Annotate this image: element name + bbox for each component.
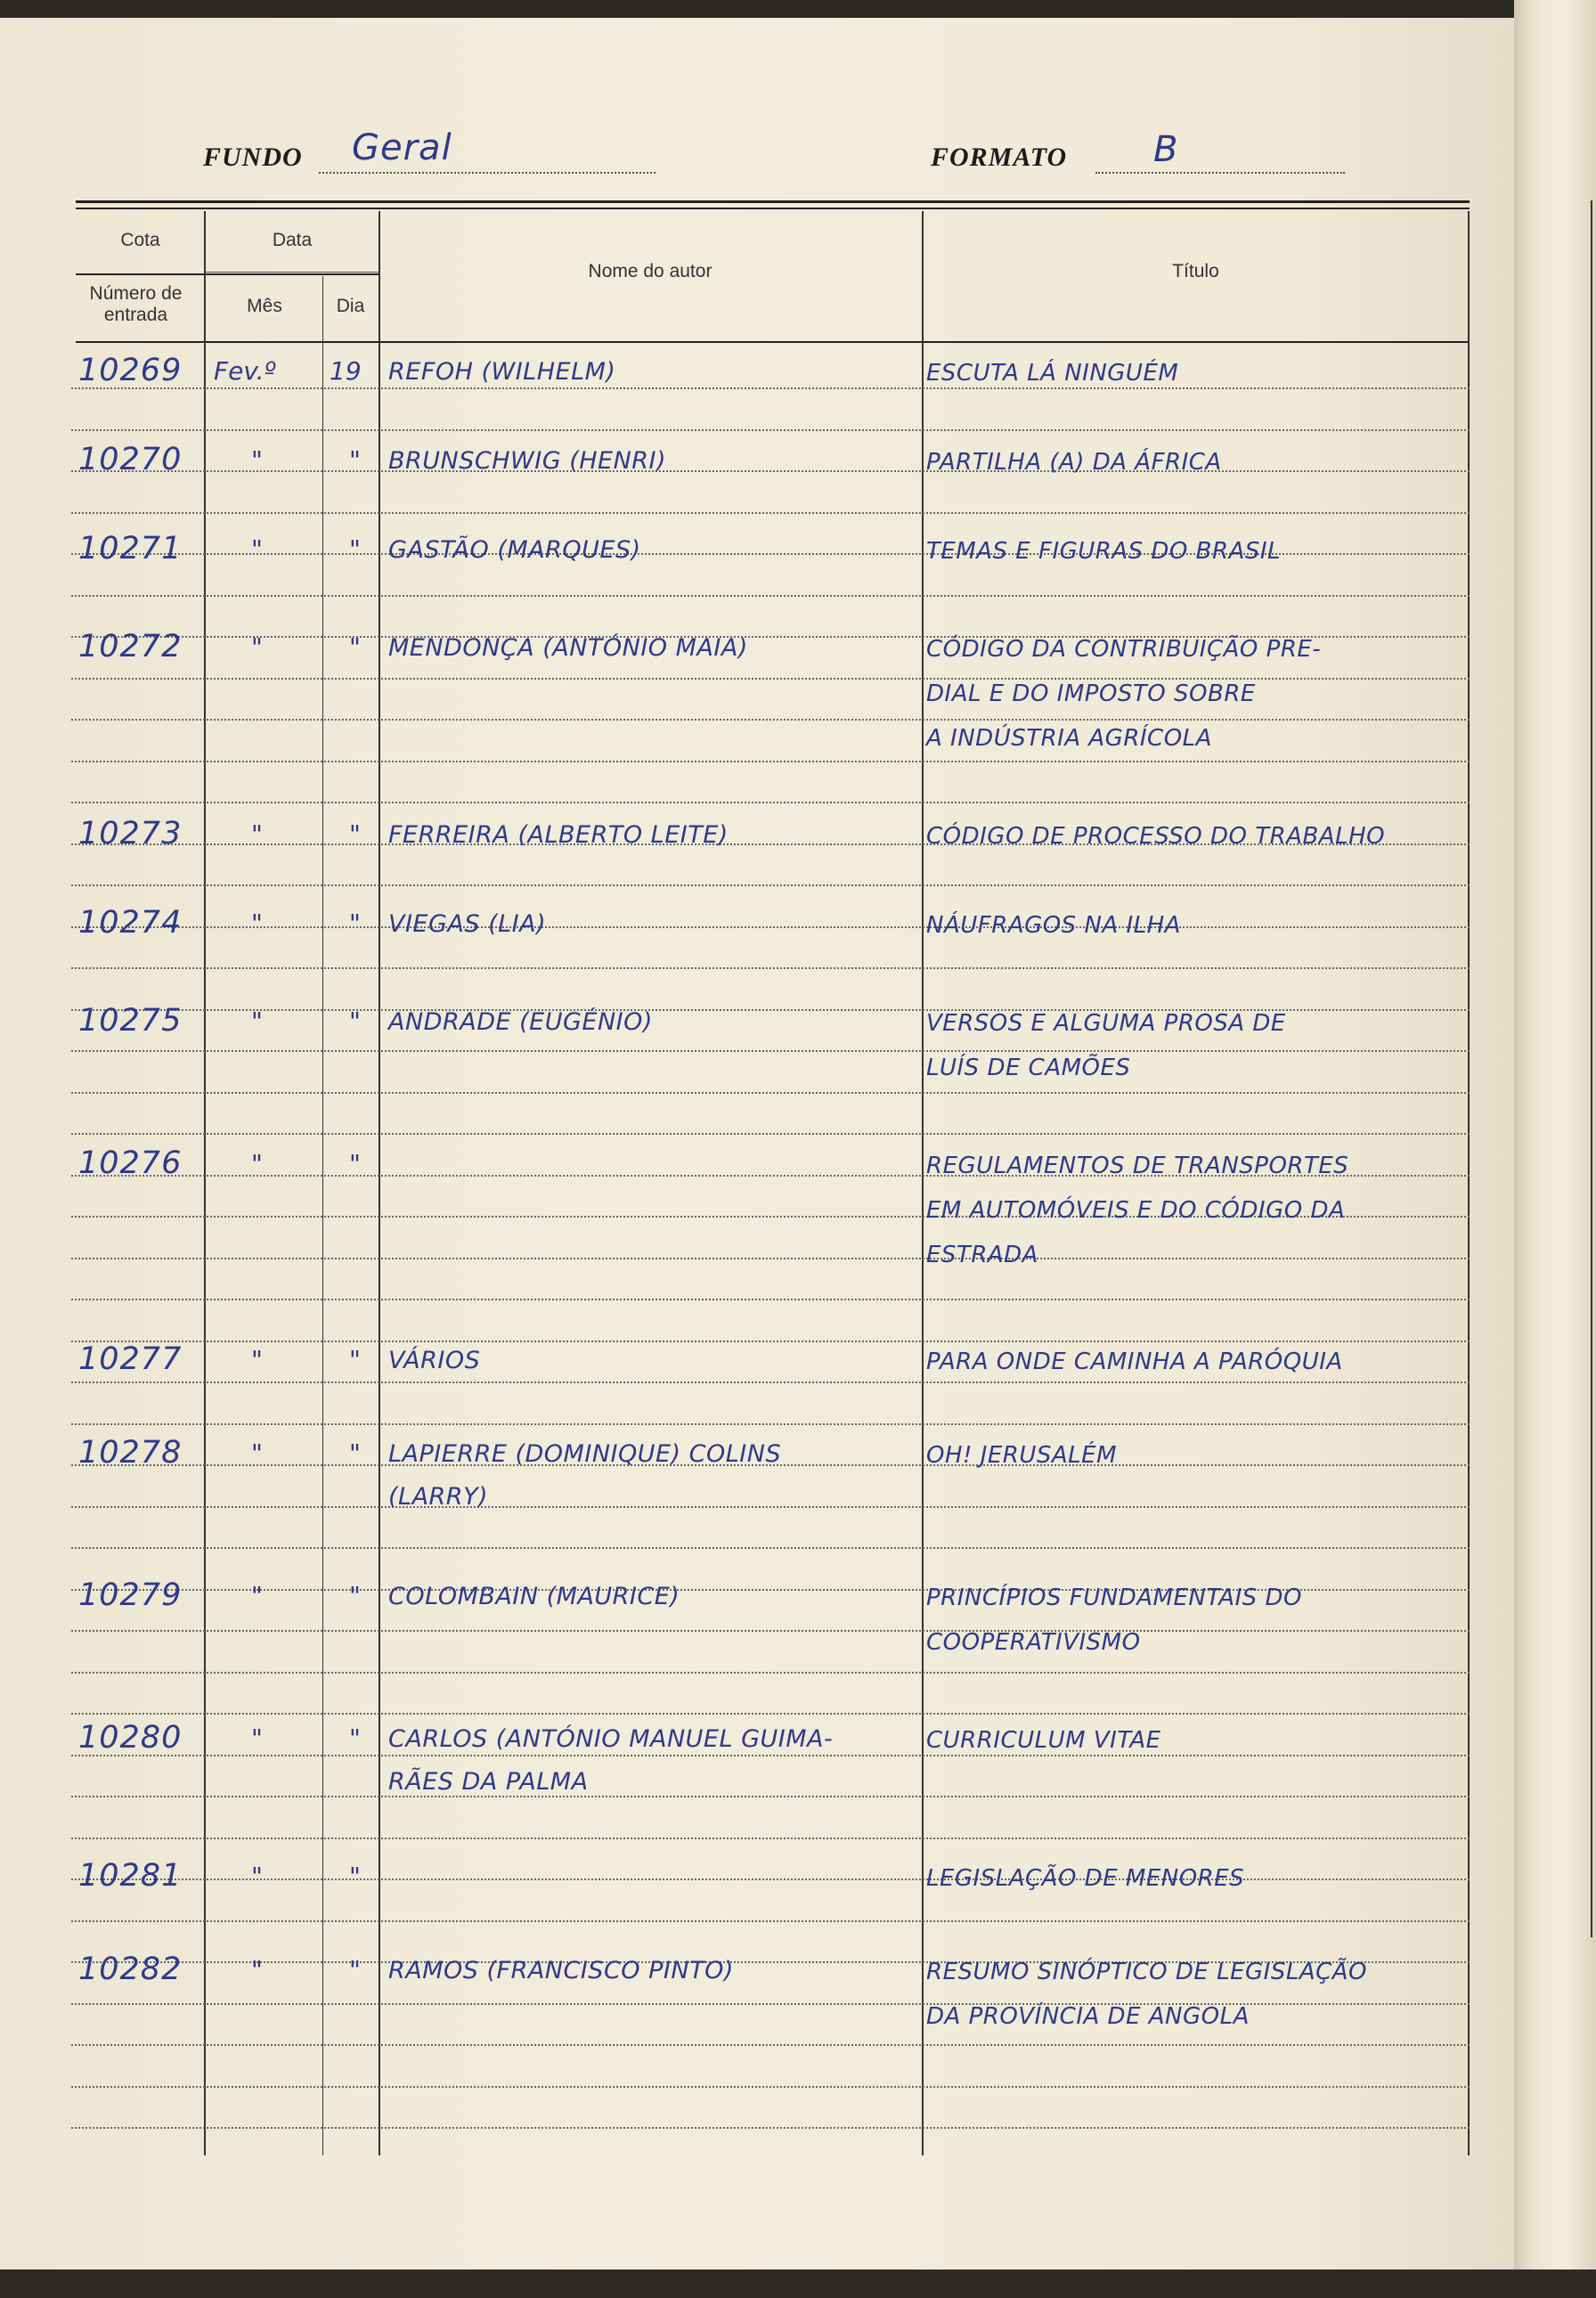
- formato-line: [1095, 172, 1345, 174]
- entry-day: ": [349, 1581, 361, 1610]
- col-divider-autor: [922, 211, 924, 2155]
- ruled-line: [71, 678, 1470, 680]
- entry-number: 10269: [78, 353, 183, 388]
- entry-title: ESCUTA LÁ NINGUÉM: [926, 360, 1179, 387]
- entry-day: 19: [330, 356, 362, 386]
- entry-author: ANDRADE (EUGÉNIO): [388, 1008, 653, 1036]
- ruled-line: [71, 470, 1470, 472]
- entry-title: ESTRADA: [926, 1242, 1038, 1268]
- entry-day: ": [349, 1345, 361, 1374]
- ruled-line: [71, 1755, 1470, 1756]
- entry-title: CURRICULUM VITAE: [926, 1727, 1161, 1754]
- ruled-line: [71, 1258, 1470, 1259]
- entry-title: PRINCÍPIOS FUNDAMENTAIS DO: [926, 1585, 1303, 1611]
- entry-month: ": [251, 1724, 263, 1753]
- entry-month: ": [251, 1862, 263, 1891]
- ruled-line: [71, 884, 1470, 886]
- entry-month: ": [251, 1006, 263, 1036]
- entry-day: ": [349, 1862, 361, 1891]
- entry-day: ": [349, 909, 361, 938]
- entry-month: ": [251, 1345, 263, 1374]
- entry-month: ": [251, 909, 263, 938]
- entry-day: ": [349, 534, 361, 564]
- ruled-line: [71, 1092, 1470, 1094]
- entry-title: REGULAMENTOS DE TRANSPORTES: [926, 1153, 1349, 1179]
- entry-author: REFOH (WILHELM): [388, 358, 616, 386]
- col-divider-dia: [379, 211, 380, 2155]
- entry-title: VERSOS E ALGUMA PROSA DE: [926, 1010, 1286, 1037]
- ruled-line: [71, 761, 1470, 762]
- entry-author: VIEGAS (LIA): [388, 910, 547, 938]
- entry-day: ": [349, 1955, 361, 1984]
- ruled-line: [71, 1878, 1470, 1880]
- entry-title: OH! JERUSALÉM: [926, 1442, 1118, 1469]
- ruled-line: [71, 1506, 1470, 1508]
- entry-author: COLOMBAIN (MAURICE): [388, 1583, 680, 1610]
- entry-author: VÁRIOS: [388, 1347, 481, 1374]
- ruled-line: [71, 2086, 1470, 2088]
- entry-title: CÓDIGO DA CONTRIBUIÇÃO PRE-: [926, 636, 1322, 663]
- entry-day: ": [349, 1724, 361, 1753]
- entry-number: 10275: [78, 1003, 183, 1039]
- ruled-line: [71, 1796, 1470, 1797]
- entry-title: PARTILHA (A) DA ÁFRICA: [926, 449, 1222, 476]
- ruled-line: [71, 595, 1470, 597]
- table-top-rule: [76, 200, 1470, 203]
- ruled-line: [71, 1672, 1470, 1674]
- entry-title: NÁUFRAGOS NA ILHA: [926, 912, 1181, 939]
- ruled-line: [71, 429, 1470, 431]
- entry-title: LUÍS DE CAMÕES: [926, 1055, 1131, 1081]
- entry-number: 10279: [78, 1577, 183, 1613]
- entry-author: RAMOS (FRANCISCO PINTO): [388, 1957, 734, 1984]
- fundo-label: FUNDO: [203, 143, 303, 172]
- ruled-line: [71, 1713, 1470, 1715]
- col-divider-cota: [204, 211, 206, 2155]
- entry-day: ": [349, 1149, 361, 1178]
- entry-day: ": [349, 819, 361, 849]
- entry-author: CARLOS (ANTÓNIO MANUEL GUIMA-: [388, 1725, 834, 1753]
- entry-title: COOPERATIVISMO: [926, 1629, 1141, 1656]
- book-spine: [1514, 0, 1596, 2298]
- entry-number: 10274: [78, 905, 183, 941]
- entry-month: ": [251, 819, 263, 849]
- entry-day: ": [349, 1438, 361, 1468]
- entry-number: 10272: [78, 629, 183, 664]
- entry-title: A INDÚSTRIA AGRÍCOLA: [926, 725, 1212, 752]
- ruled-line: [71, 802, 1470, 803]
- ruled-line: [71, 2044, 1470, 2046]
- fundo-line: [319, 172, 656, 174]
- ruled-line: [71, 1838, 1470, 1839]
- ruled-line: [71, 1920, 1470, 1922]
- entry-title: TEMAS E FIGURAS DO BRASIL: [926, 538, 1282, 565]
- entry-number: 10273: [78, 816, 183, 852]
- col-head-cota: Cota: [120, 230, 160, 250]
- entry-number: 10278: [78, 1435, 183, 1471]
- ruled-line: [71, 1423, 1470, 1425]
- col-divider-titulo: [1468, 211, 1470, 2155]
- ruled-line: [71, 1299, 1470, 1300]
- ruled-line: [71, 1547, 1470, 1549]
- col-head-data: Data: [272, 230, 313, 250]
- entry-month: ": [251, 1149, 263, 1178]
- ruled-line: [71, 2003, 1470, 2005]
- entry-number: 10282: [78, 1952, 183, 1987]
- entry-number: 10270: [78, 442, 183, 477]
- entry-author: FERREIRA (ALBERTO LEITE): [388, 821, 729, 849]
- entry-month: ": [251, 1581, 263, 1610]
- ruled-line: [71, 1630, 1470, 1632]
- subheader-rule: [76, 273, 379, 275]
- ruled-line: [71, 719, 1470, 721]
- col-head-mes: Mês: [247, 296, 282, 316]
- ruled-line: [71, 1050, 1470, 1052]
- entry-month: Fev.º: [214, 356, 276, 386]
- entry-day: ": [349, 1006, 361, 1036]
- spine-rule: [1591, 200, 1592, 1937]
- entry-author: MENDONÇA (ANTÓNIO MAIA): [388, 634, 748, 662]
- entry-title: EM AUTOMÓVEIS E DO CÓDIGO DA: [926, 1197, 1346, 1224]
- col-head-autor: Nome do autor: [588, 261, 712, 281]
- entry-author: RÃES DA PALMA: [388, 1768, 589, 1796]
- ruled-line: [71, 1381, 1470, 1383]
- ruled-line: [71, 1340, 1470, 1342]
- ruled-line: [71, 512, 1470, 514]
- entry-month: ": [251, 632, 263, 662]
- ruled-line: [71, 1133, 1470, 1135]
- entry-title: DA PROVÍNCIA DE ANGOLA: [926, 2003, 1250, 2030]
- entry-day: ": [349, 445, 361, 475]
- entry-author: (LARRY): [388, 1483, 489, 1511]
- entry-day: ": [349, 632, 361, 662]
- entry-title: DIAL E DO IMPOSTO SOBRE: [926, 680, 1256, 707]
- ruled-line: [71, 926, 1470, 928]
- entry-title: LEGISLAÇÃO DE MENORES: [926, 1865, 1245, 1892]
- data-rule: [205, 272, 379, 273]
- header-bottom-rule: [76, 341, 1470, 343]
- formato-label: FORMATO: [931, 143, 1068, 172]
- entry-author: LAPIERRE (DOMINIQUE) COLINS: [388, 1440, 782, 1468]
- ruled-line: [71, 2127, 1470, 2129]
- entry-author: GASTÃO (MARQUES): [388, 536, 641, 564]
- fundo-value: Geral: [352, 127, 452, 168]
- entry-number: 10280: [78, 1720, 183, 1756]
- col-head-numero: Número de entrada: [89, 283, 183, 325]
- entry-month: ": [251, 1955, 263, 1984]
- ruled-line: [71, 967, 1470, 969]
- entry-number: 10281: [78, 1858, 183, 1894]
- entry-number: 10276: [78, 1145, 183, 1181]
- bottom-background: [0, 2269, 1596, 2298]
- entry-month: ": [251, 1438, 263, 1468]
- table-top-rule-2: [76, 208, 1470, 209]
- entry-title: CÓDIGO DE PROCESSO DO TRABALHO: [926, 823, 1386, 850]
- col-head-dia: Dia: [336, 296, 365, 316]
- entry-month: ": [251, 534, 263, 564]
- col-head-titulo: Título: [1172, 261, 1219, 281]
- entry-month: ": [251, 445, 263, 475]
- ruled-line: [71, 387, 1470, 389]
- entry-author: BRUNSCHWIG (HENRI): [388, 447, 667, 475]
- entry-title: PARA ONDE CAMINHA A PARÓQUIA: [926, 1349, 1343, 1375]
- entry-title: RESUMO SINÓPTICO DE LEGISLAÇÃO: [926, 1959, 1368, 1985]
- entry-number: 10271: [78, 531, 183, 566]
- entry-number: 10277: [78, 1341, 183, 1377]
- formato-value: B: [1153, 129, 1179, 170]
